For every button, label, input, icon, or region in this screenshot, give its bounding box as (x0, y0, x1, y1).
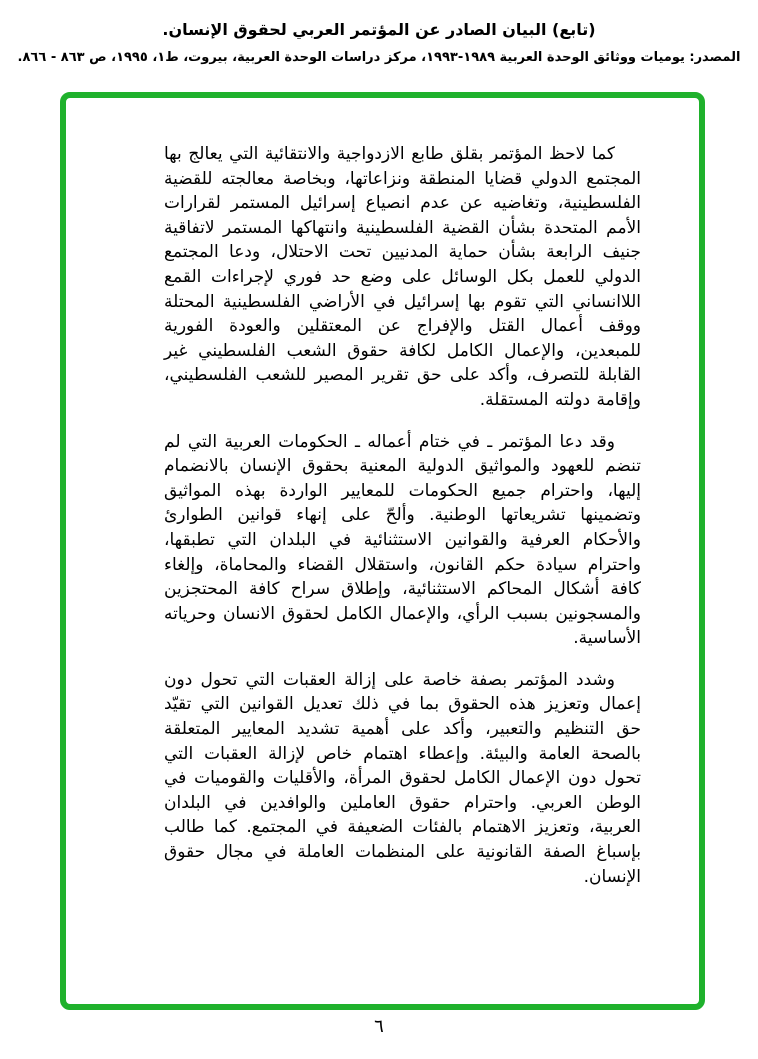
body-paragraph: وقد دعا المؤتمر ـ في ختام أعماله ـ الحكومات العربية التي لم تنضم للعهود والمواثيق الدولية المعنية بحقوق الإنسان بالانضمام إليها، واحترام جميع الحكومات للمعايير الواردة بهذه المواثيق وتضمينها تشريعاتها الوطنية. وألحّ على إنهاء قوانين الطوارئ والأحكام العرفية والقوانين الاستثنائية في البلدان التي تطبقها، واحترام سيادة حكم القانون، واستقلال القضاء والمحاماة، وإلغاء كافة أشكال المحاكم الاستثنائية، وإطلاق سراح كافة المحتجزين والمسجونين بسبب الرأي، والإعمال الكامل لحقوق الانسان وحرياته الأساسية. (164, 431, 641, 649)
content-frame (60, 92, 705, 1010)
body-paragraph: وشدد المؤتمر بصفة خاصة على إزالة العقبات التي تحول دون إعمال وتعزيز هذه الحقوق بما في ذلك تعديل القوانين التي تقيّد حق التنظيم والتعبير، وأكد على أهمية تشديد المعايير المتعلقة بالصحة العامة والبيئة. وإعطاء اهتمام خاص لإزالة العقبات التي تحول دون الإعمال الكامل لحقوق المرأة، والأقليات والقوميات في الوطن العربي. واحترام حقوق العاملين والوافدين في البلدان العربية، وتعزيز الاهتمام بالفئات الضعيفة في المجتمع. كما طالب بإسباغ الصفة القانونية على المنظمات العاملة في مجال حقوق الإنسان. (164, 669, 641, 887)
page-number: ٦ (374, 1016, 384, 1037)
source-citation: المصدر: يوميات ووثائق الوحدة العربية ١٩٨٩-١٩٩٣، مركز دراسات الوحدة العربية، بيروت، ط١، ١٩٩٥، ص ٨٦٣ - ٨٦٦. (17, 50, 741, 65)
document-title: (تابع) البيان الصادر عن المؤتمر العربي لحقوق الإنسان. (162, 20, 596, 39)
content-body (66, 98, 699, 1004)
body-paragraph: كما لاحظ المؤتمر بقلق طابع الازدواجية والانتقائية التي يعالج بها المجتمع الدولي قضايا المنطقة ونزاعاتها، وبخاصة معالجته للقضية الفلسطينية، وتغاضيه عن عدم انصياع إسرائيل المستمر لقرارات الأمم المتحدة بشأن القضية الفلسطينية وانتهاكها المستمر لاتفاقية جنيف الرابعة بشأن حماية المدنيين تحت الاحتلال، ودعا المجتمع الدولي للعمل بكل الوسائل على وضع حد فوري لإجراءات القمع اللاانساني التي تقوم بها إسرائيل في الأراضي الفلسطينية المحتلة ووقف أعمال القتل والإفراج عن المعتقلين والعودة الفورية للمبعدين، والإعمال الكامل لكافة حقوق الشعب الفلسطيني غير القابلة للتصرف، وأكد على حق تقرير المصير للشعب الفلسطيني، وإقامة دولته المستقلة. (164, 144, 641, 410)
